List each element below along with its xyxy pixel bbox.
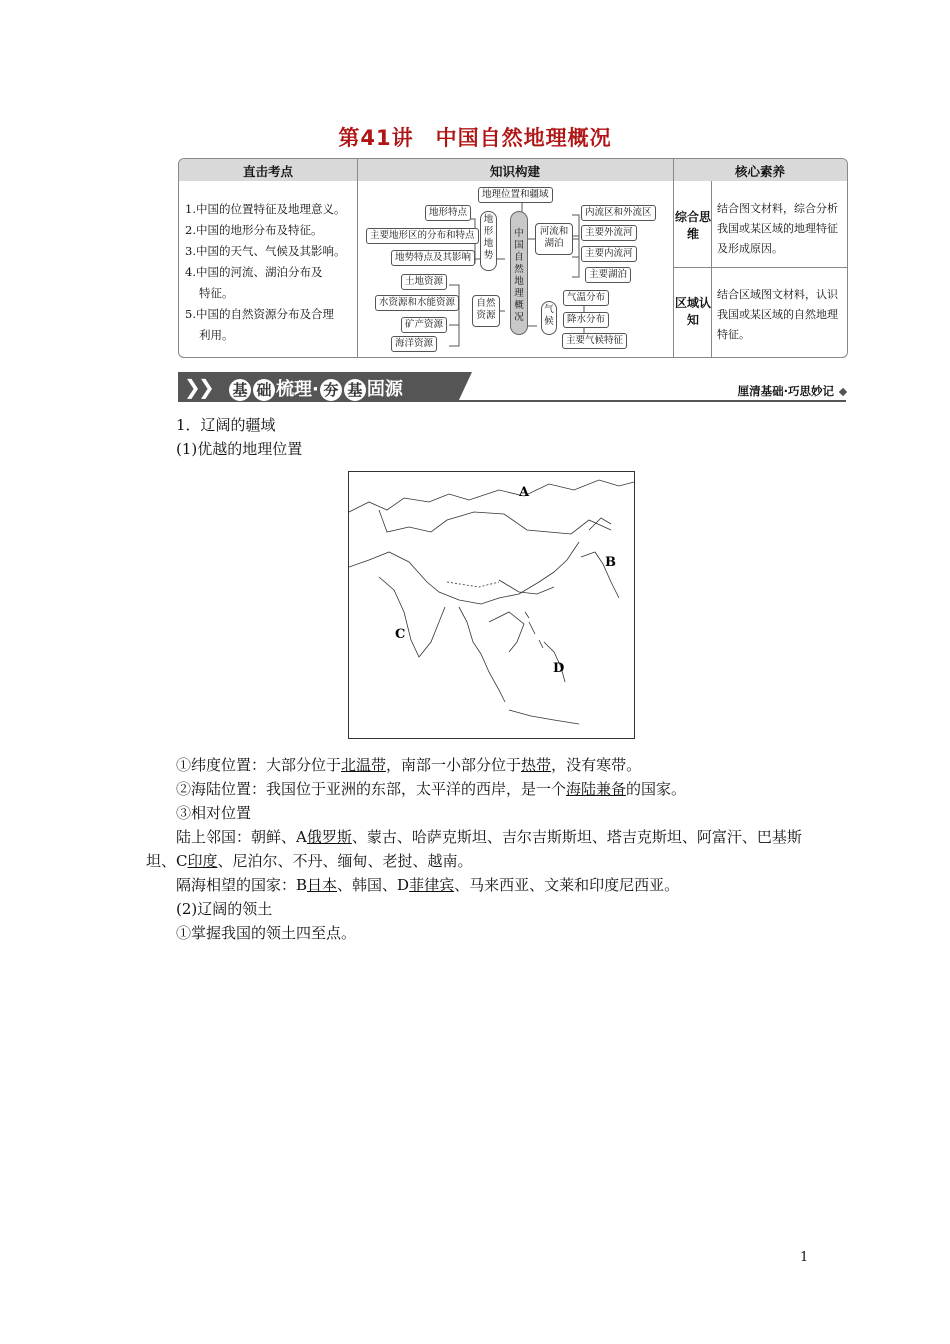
lecture-number: 第41讲 xyxy=(338,126,414,150)
literacy-text: 结合图文材料，综合分析我国或某区域的地理特征及形成原因。 xyxy=(717,202,838,255)
resource-item: 海洋资源 xyxy=(391,336,437,352)
map-label-d: D xyxy=(553,661,565,676)
point-item: 5.中国的自然资源分布及合理 xyxy=(185,307,334,321)
point-item: 4.中国的河流、湖泊分布及 xyxy=(185,265,323,279)
node-rivers: 河流和湖泊 xyxy=(535,223,573,255)
chevron-icon: ❯ xyxy=(184,375,201,399)
banner-rule xyxy=(458,400,846,402)
literacy-label: 综合思维 xyxy=(674,210,711,241)
four-extremes: ①掌握我国的领土四至点。 xyxy=(176,924,357,942)
node-climate: 气候 xyxy=(541,301,557,335)
node-terrain: 地形地势 xyxy=(480,211,497,271)
resource-item: 水资源和水能资源 xyxy=(375,295,459,311)
content-top xyxy=(146,413,816,461)
content-main xyxy=(146,753,816,945)
sea-land-line: ②海陆位置：我国位于亚洲的东部，太平洋的西岸，是一个海陆兼备的国家。 xyxy=(176,780,687,798)
point-item: 特征。 xyxy=(199,286,234,300)
climate-item: 气温分布 xyxy=(563,290,609,306)
climate-item: 主要气候特征 xyxy=(562,333,627,349)
point-item: 2.中国的地形分布及特征。 xyxy=(185,223,323,237)
lecture-name: 中国自然地理概况 xyxy=(435,126,612,150)
heading-1-1: (1)优越的地理位置 xyxy=(176,440,303,458)
answer-blank: 日本 xyxy=(307,876,338,894)
point-item: 1.中国的位置特征及地理意义。 xyxy=(185,202,346,216)
answer-blank: 印度 xyxy=(187,852,218,870)
resource-item: 矿产资源 xyxy=(401,317,447,333)
terrain-item: 主要地形区的分布和特点 xyxy=(366,228,479,244)
terrain-item: 地势特点及其影响 xyxy=(391,250,475,266)
land-neighbors: 陆上邻国：朝鲜、A俄罗斯、蒙古、哈萨克斯坦、吉尔吉斯斯坦、塔吉克斯坦、阿富汗、巴基斯坦、C印度、尼泊尔、不丹、缅甸、老挝、越南。 xyxy=(146,828,802,870)
map-outline xyxy=(349,472,634,738)
map-label-b: B xyxy=(605,555,616,570)
answer-blank: 菲律宾 xyxy=(409,876,455,894)
node-location: 地理位置和疆域 xyxy=(478,187,553,203)
node-resources: 自然资源 xyxy=(472,295,500,327)
row-divider xyxy=(673,267,847,268)
section-banner xyxy=(178,372,846,404)
header-knowledge: 知识构建 xyxy=(489,164,540,179)
asia-map xyxy=(348,471,635,739)
river-item: 内流区和外流区 xyxy=(581,205,656,221)
column-divider xyxy=(711,181,712,357)
river-item: 主要湖泊 xyxy=(585,267,631,283)
table-header xyxy=(179,159,847,181)
overview-table xyxy=(178,158,848,358)
river-item: 主要外流河 xyxy=(581,225,637,241)
page-title xyxy=(0,122,950,152)
node-center: 中国自然地理概况 xyxy=(510,211,528,335)
point-item: 3.中国的天气、气候及其影响。 xyxy=(185,244,346,258)
sea-neighbors: 隔海相望的国家：B日本、韩国、D菲律宾、马来西亚、文莱和印度尼西亚。 xyxy=(176,876,680,894)
banner-subtitle: 厘清基础·巧思妙记 xyxy=(738,383,846,399)
answer-blank: 北温带 xyxy=(341,756,387,774)
banner-title: 基 础 梳理· 夯 基 固源 xyxy=(228,375,403,401)
heading-1: 1．辽阔的疆域 xyxy=(176,416,276,434)
literacy-label: 区域认知 xyxy=(674,296,711,327)
map-label-a: A xyxy=(519,485,530,500)
chevron-icon: ❯ xyxy=(198,375,215,399)
latitude-line: ①纬度位置：大部分位于北温带，南部一小部分位于热带，没有寒带。 xyxy=(176,756,642,774)
river-item: 主要内流河 xyxy=(581,246,637,262)
heading-1-2: (2)辽阔的领土 xyxy=(176,900,273,918)
header-points: 直击考点 xyxy=(242,164,293,179)
exam-points xyxy=(185,199,345,346)
point-item: 利用。 xyxy=(199,328,234,342)
page-number: 1 xyxy=(800,1250,809,1265)
relative-position: ③相对位置 xyxy=(176,804,252,822)
answer-blank: 热带 xyxy=(521,756,552,774)
answer-blank: 海陆兼备 xyxy=(566,780,627,798)
terrain-item: 地形特点 xyxy=(425,205,471,221)
answer-blank: 俄罗斯 xyxy=(306,828,352,846)
diamond-icon xyxy=(839,388,847,396)
climate-item: 降水分布 xyxy=(563,312,609,328)
header-literacy: 核心素养 xyxy=(734,164,785,179)
literacy-text: 结合区域图文材料，认识我国或某区域的自然地理特征。 xyxy=(717,288,838,341)
resource-item: 土地资源 xyxy=(401,274,447,290)
map-label-c: C xyxy=(395,627,406,642)
